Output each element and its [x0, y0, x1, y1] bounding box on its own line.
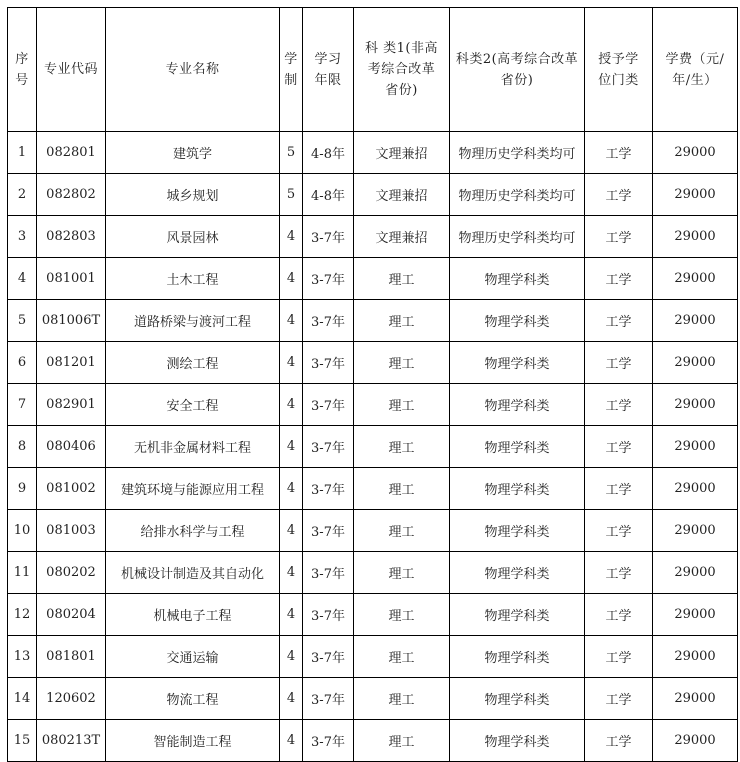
- duration: 4: [280, 720, 303, 762]
- row-index: 15: [8, 720, 37, 762]
- category-2: 物理学科类: [450, 720, 585, 762]
- category-1: 理工: [354, 300, 450, 342]
- major-name: 智能制造工程: [106, 720, 280, 762]
- tuition: 29000: [653, 258, 738, 300]
- category-2: 物理学科类: [450, 552, 585, 594]
- major-code: 080406: [37, 426, 106, 468]
- category-1: 理工: [354, 468, 450, 510]
- major-name: 给排水科学与工程: [106, 510, 280, 552]
- major-code: 080202: [37, 552, 106, 594]
- study-years: 3-7年: [303, 258, 354, 300]
- degree: 工学: [585, 342, 653, 384]
- degree: 工学: [585, 174, 653, 216]
- tuition: 29000: [653, 636, 738, 678]
- row-index: 1: [8, 132, 37, 174]
- table-row: [8, 384, 738, 426]
- category-1: 理工: [354, 594, 450, 636]
- category-1: 理工: [354, 384, 450, 426]
- table-row: [8, 342, 738, 384]
- header-row: [8, 8, 738, 132]
- majors-table: [7, 7, 738, 762]
- duration: 4: [280, 594, 303, 636]
- table-row: [8, 468, 738, 510]
- study-years: 3-7年: [303, 384, 354, 426]
- study-years: 3-7年: [303, 426, 354, 468]
- study-years: 3-7年: [303, 468, 354, 510]
- row-index: 8: [8, 426, 37, 468]
- study-years: 3-7年: [303, 636, 354, 678]
- category-2: 物理学科类: [450, 636, 585, 678]
- table-row: [8, 258, 738, 300]
- header-duration: 学制: [280, 8, 303, 132]
- study-years: 3-7年: [303, 678, 354, 720]
- category-2: 物理历史学科类均可: [450, 174, 585, 216]
- header-fee: 学费（元/年/生）: [653, 8, 738, 132]
- category-1: 理工: [354, 510, 450, 552]
- row-index: 9: [8, 468, 37, 510]
- header-category-2: 科类2(高考综合改革省份): [450, 8, 585, 132]
- category-1: 理工: [354, 720, 450, 762]
- category-2: 物理学科类: [450, 258, 585, 300]
- degree: 工学: [585, 426, 653, 468]
- degree: 工学: [585, 552, 653, 594]
- duration: 4: [280, 300, 303, 342]
- duration: 4: [280, 426, 303, 468]
- row-index: 7: [8, 384, 37, 426]
- category-1: 文理兼招: [354, 216, 450, 258]
- category-2: 物理学科类: [450, 594, 585, 636]
- major-name: 建筑学: [106, 132, 280, 174]
- study-years: 4-8年: [303, 174, 354, 216]
- category-1: 理工: [354, 258, 450, 300]
- table-row: [8, 132, 738, 174]
- study-years: 3-7年: [303, 720, 354, 762]
- tuition: 29000: [653, 426, 738, 468]
- category-1: 理工: [354, 342, 450, 384]
- category-1: 文理兼招: [354, 174, 450, 216]
- table-row: [8, 678, 738, 720]
- tuition: 29000: [653, 720, 738, 762]
- tuition: 29000: [653, 552, 738, 594]
- duration: 5: [280, 174, 303, 216]
- category-2: 物理历史学科类均可: [450, 216, 585, 258]
- study-years: 3-7年: [303, 552, 354, 594]
- duration: 4: [280, 216, 303, 258]
- degree: 工学: [585, 468, 653, 510]
- degree: 工学: [585, 132, 653, 174]
- major-code: 081003: [37, 510, 106, 552]
- table-row: [8, 300, 738, 342]
- category-2: 物理学科类: [450, 300, 585, 342]
- degree: 工学: [585, 258, 653, 300]
- category-1: 理工: [354, 678, 450, 720]
- degree: 工学: [585, 678, 653, 720]
- major-code: 081002: [37, 468, 106, 510]
- category-2: 物理学科类: [450, 426, 585, 468]
- category-2: 物理学科类: [450, 510, 585, 552]
- tuition: 29000: [653, 342, 738, 384]
- header-category-1: 科 类1(非高考综合改革省份): [354, 8, 450, 132]
- study-years: 3-7年: [303, 594, 354, 636]
- duration: 4: [280, 552, 303, 594]
- category-2: 物理学科类: [450, 384, 585, 426]
- major-name: 土木工程: [106, 258, 280, 300]
- tuition: 29000: [653, 384, 738, 426]
- major-code: 080213T: [37, 720, 106, 762]
- major-name: 安全工程: [106, 384, 280, 426]
- major-code: 081006T: [37, 300, 106, 342]
- table-row: [8, 216, 738, 258]
- major-code: 080204: [37, 594, 106, 636]
- study-years: 3-7年: [303, 216, 354, 258]
- major-name: 交通运输: [106, 636, 280, 678]
- category-1: 理工: [354, 636, 450, 678]
- major-code: 082901: [37, 384, 106, 426]
- row-index: 10: [8, 510, 37, 552]
- table-row: [8, 594, 738, 636]
- category-1: 理工: [354, 426, 450, 468]
- category-2: 物理历史学科类均可: [450, 132, 585, 174]
- major-code: 082801: [37, 132, 106, 174]
- major-name: 道路桥梁与渡河工程: [106, 300, 280, 342]
- category-2: 物理学科类: [450, 342, 585, 384]
- duration: 4: [280, 636, 303, 678]
- major-code: 082802: [37, 174, 106, 216]
- header-index: 序号: [8, 8, 37, 132]
- duration: 4: [280, 342, 303, 384]
- row-index: 14: [8, 678, 37, 720]
- major-name: 测绘工程: [106, 342, 280, 384]
- degree: 工学: [585, 300, 653, 342]
- duration: 5: [280, 132, 303, 174]
- tuition: 29000: [653, 300, 738, 342]
- tuition: 29000: [653, 216, 738, 258]
- major-name: 建筑环境与能源应用工程: [106, 468, 280, 510]
- row-index: 3: [8, 216, 37, 258]
- row-index: 11: [8, 552, 37, 594]
- row-index: 4: [8, 258, 37, 300]
- table-row: [8, 720, 738, 762]
- table-row: [8, 174, 738, 216]
- table-row: [8, 426, 738, 468]
- major-code: 081801: [37, 636, 106, 678]
- study-years: 3-7年: [303, 342, 354, 384]
- major-code: 081201: [37, 342, 106, 384]
- major-name: 无机非金属材料工程: [106, 426, 280, 468]
- degree: 工学: [585, 720, 653, 762]
- duration: 4: [280, 468, 303, 510]
- category-1: 文理兼招: [354, 132, 450, 174]
- tuition: 29000: [653, 510, 738, 552]
- category-2: 物理学科类: [450, 468, 585, 510]
- header-name: 专业名称: [106, 8, 280, 132]
- table-row: [8, 636, 738, 678]
- major-code: 082803: [37, 216, 106, 258]
- table-row: [8, 510, 738, 552]
- degree: 工学: [585, 594, 653, 636]
- degree: 工学: [585, 636, 653, 678]
- tuition: 29000: [653, 132, 738, 174]
- study-years: 4-8年: [303, 132, 354, 174]
- row-index: 6: [8, 342, 37, 384]
- major-name: 风景园林: [106, 216, 280, 258]
- duration: 4: [280, 510, 303, 552]
- major-name: 机械电子工程: [106, 594, 280, 636]
- category-1: 理工: [354, 552, 450, 594]
- duration: 4: [280, 384, 303, 426]
- category-2: 物理学科类: [450, 678, 585, 720]
- tuition: 29000: [653, 594, 738, 636]
- table-row: [8, 552, 738, 594]
- header-code: 专业代码: [37, 8, 106, 132]
- header-degree: 授予学位门类: [585, 8, 653, 132]
- degree: 工学: [585, 216, 653, 258]
- study-years: 3-7年: [303, 510, 354, 552]
- header-years: 学习年限: [303, 8, 354, 132]
- degree: 工学: [585, 510, 653, 552]
- row-index: 2: [8, 174, 37, 216]
- duration: 4: [280, 258, 303, 300]
- major-name: 机械设计制造及其自动化: [106, 552, 280, 594]
- row-index: 13: [8, 636, 37, 678]
- tuition: 29000: [653, 678, 738, 720]
- tuition: 29000: [653, 174, 738, 216]
- duration: 4: [280, 678, 303, 720]
- major-name: 物流工程: [106, 678, 280, 720]
- major-code: 081001: [37, 258, 106, 300]
- major-code: 120602: [37, 678, 106, 720]
- tuition: 29000: [653, 468, 738, 510]
- row-index: 5: [8, 300, 37, 342]
- degree: 工学: [585, 384, 653, 426]
- major-name: 城乡规划: [106, 174, 280, 216]
- study-years: 3-7年: [303, 300, 354, 342]
- row-index: 12: [8, 594, 37, 636]
